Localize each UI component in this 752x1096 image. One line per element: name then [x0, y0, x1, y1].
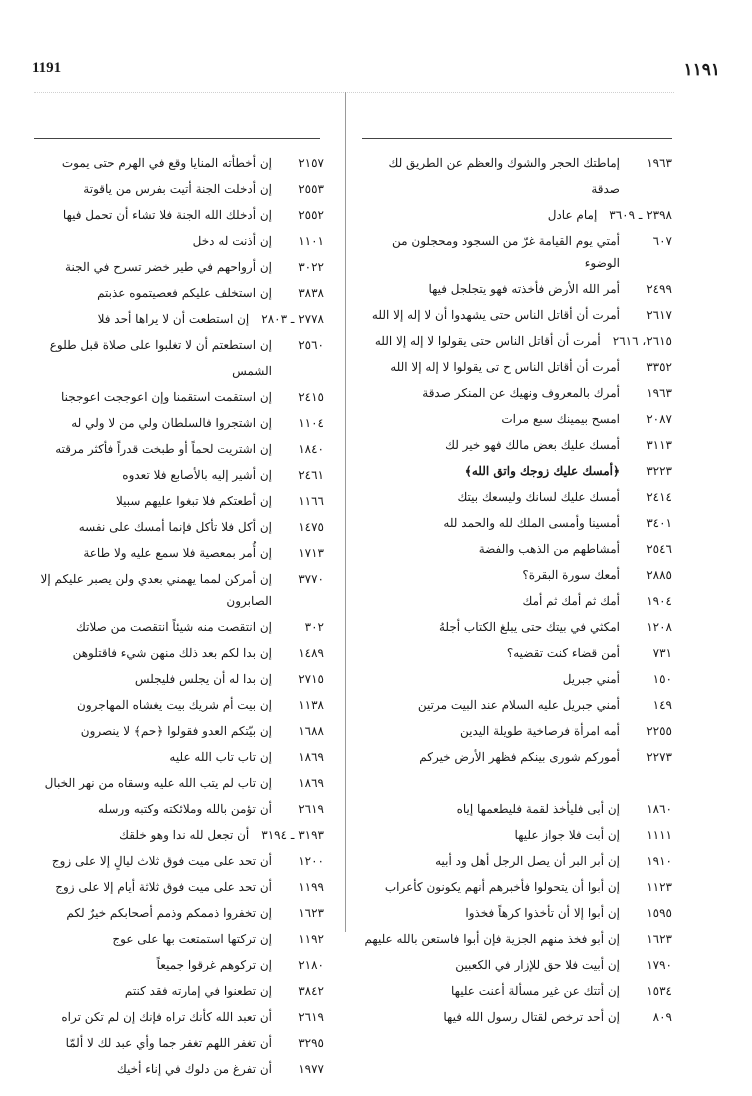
entry-text: أمرت أن أقاتل الناس حتى يشهدوا أن لا إله إلا الله [371, 308, 620, 322]
entry-text: أمه امرأة فرصاخية طويلة اليدين [459, 724, 620, 738]
entry-text: إن أبت فلا جواز عليها [514, 828, 620, 842]
index-entry [34, 540, 324, 566]
index-entry [34, 666, 324, 692]
index-entry [362, 536, 672, 562]
entry-number: ١١٣٨ [298, 698, 324, 712]
entry-text: إن بدا لكم بعد ذلك منهن شيء فاقتلوهن [72, 646, 272, 660]
index-entry [34, 410, 324, 436]
entry-text: إن بدا له أن يجلس فليجلس [134, 672, 272, 686]
entry-number: ٣١٩٣ ـ ٣١٩٤ [261, 828, 324, 842]
entry-number: ٢٥٦٠ [298, 338, 324, 352]
index-entry [34, 770, 324, 796]
entry-number: ١٨٦٠ [646, 802, 672, 816]
index-entry [34, 202, 324, 228]
entry-text: أمن قضاء كنت تقضيه؟ [506, 646, 620, 660]
index-entry [362, 1004, 672, 1030]
entry-number: ٢٤٦١ [298, 468, 324, 482]
entry-text: أمرت أن أقاتل الناس حتى يقولوا لا إله إلا الله [374, 334, 601, 348]
index-entry [34, 280, 324, 306]
entry-text: إن أطعتكم فلا تبغوا عليهم سبيلا [115, 494, 272, 508]
entry-number: ١٥٩٥ [646, 906, 672, 920]
entry-number: ٢٦١٥، ٢٦١٦ [612, 334, 672, 348]
entry-text: إن تركتها استمتعت بها على عوج [112, 932, 272, 946]
entry-number: ٣٧٧٠ [298, 572, 324, 586]
index-entry [34, 384, 324, 410]
entry-number: ٣٠٢ [304, 620, 324, 634]
entry-text: إن أبيت فلا حق للإزار في الكعبين [455, 958, 620, 972]
entry-number: ١٧٩٠ [646, 958, 672, 972]
entry-text: أن تؤمن بالله وملائكته وكتبه ورسله [97, 802, 272, 816]
entry-number: ١٩٧٧ [298, 1062, 324, 1076]
index-entry [362, 640, 672, 666]
entry-text: إن أبى فليأخذ لقمة فليطعمها إياه [456, 802, 620, 816]
index-entry [34, 796, 324, 822]
index-gap [362, 770, 672, 796]
entry-number: ١٨٦٩ [298, 750, 324, 764]
entry-text: امكثي في بيتك حتى يبلغ الكتاب أجلهُ [438, 620, 620, 634]
index-entry [34, 306, 324, 332]
index-entry [362, 978, 672, 1004]
index-entry [34, 874, 324, 900]
entry-text: إن أبو فخذ منهم الجزية فإن أبوا فاستعن بالله عليهم [364, 932, 620, 946]
entry-number: ٣٨٤٢ [298, 984, 324, 998]
index-entry [362, 276, 672, 302]
entry-text: إن أكل فلا تأكل فإنما أمسك على نفسه [78, 520, 272, 534]
entry-number: ١١٠١ [298, 234, 324, 248]
entry-number: ١٩٠٤ [646, 594, 672, 608]
entry-number: ٢٥٤٦ [646, 542, 672, 556]
index-entry [34, 1030, 324, 1056]
entry-number: ٢١٨٠ [298, 958, 324, 972]
entry-number: ١٦٨٨ [298, 724, 324, 738]
column-divider [345, 92, 346, 932]
index-column-right [362, 150, 672, 1030]
index-entry [34, 176, 324, 202]
index-entry [362, 228, 672, 276]
entry-number: ٦٠٧ [652, 234, 672, 248]
entry-number: ٢٤١٤ [646, 490, 672, 504]
index-entry [362, 562, 672, 588]
index-entry [362, 718, 672, 744]
entry-text: إن أذنت له دخل [192, 234, 272, 248]
entry-number: ٢٥٥٢ [298, 208, 324, 222]
entry-number: ١١٠٤ [298, 416, 324, 430]
index-entry [362, 952, 672, 978]
index-entry [362, 666, 672, 692]
page-number-left: 1191 [32, 60, 62, 76]
entry-number: ٣٨٣٨ [298, 286, 324, 300]
entry-text: أن تحد على ميت فوق ثلاثة أيام إلا على زوج [55, 880, 272, 894]
entry-number: ١٩٦٣ [646, 156, 672, 170]
entry-text: أن تفرغ من دلوك في إناء أخيك [116, 1062, 272, 1076]
index-entry [34, 566, 324, 614]
entry-text: إماطتك الحجر والشوك والعظم عن الطريق لك صدقة [388, 156, 620, 196]
entry-text: أن تجعل لله ندا وهو خلقك [119, 828, 250, 842]
index-entry [34, 462, 324, 488]
entry-number: ٧٣١ [652, 646, 672, 660]
entry-text: إن أرواحهم في طير خضر تسرح في الجنة [65, 260, 272, 274]
entry-text: أمني جبريل [562, 672, 620, 686]
index-entry [362, 302, 672, 328]
entry-number: ٣١١٣ [646, 438, 672, 452]
index-entry [362, 328, 672, 354]
entry-text: إن أُمر بمعصية فلا سمع عليه ولا طاعة [83, 546, 272, 560]
entry-number: ٢١٥٧ [298, 156, 324, 170]
entry-text: أمرت أن أقاتل الناس ح تى يقولوا لا إله إلا الله [390, 360, 620, 374]
entry-text: أمسك عليك بعض مالك فهو خير لك [445, 438, 620, 452]
entry-number: ٢٧١٥ [298, 672, 324, 686]
entry-number: ١٢٠٨ [646, 620, 672, 634]
entry-number: ٢٥٥٣ [298, 182, 324, 196]
entry-number: ٢٤٩٩ [646, 282, 672, 296]
index-entry [34, 952, 324, 978]
entry-text: إن أخطأته المنايا وقع في الهرم حتى يموت [61, 156, 272, 170]
entry-text: إن أدخلك الله الجنة فلا تشاء أن تحمل فيها [62, 208, 272, 222]
entry-number: ٢٣٩٨ ـ ٣٦٠٩ [609, 208, 672, 222]
index-column-left [34, 150, 324, 1082]
index-entry [362, 484, 672, 510]
left-column-rule [34, 138, 320, 139]
index-entry [34, 488, 324, 514]
entry-text: أمتي يوم القيامة غرّ من السجود ومحجلون من الوضوء [392, 234, 620, 270]
index-entry [362, 822, 672, 848]
entry-text: إن تخفروا ذممكم وذمم أصحابكم خيرٌ لكم [66, 906, 272, 920]
index-entry [362, 150, 672, 202]
entry-text: إن استقمت استقمنا وإن اعوججت اعوججنا [60, 390, 272, 404]
entry-text: إمام عادل [547, 208, 598, 222]
index-entry [362, 406, 672, 432]
entry-number: ٢٢٧٣ [646, 750, 672, 764]
entry-text: إن أبوا إلا أن تأخذوا كرهاً فخذوا [465, 906, 620, 920]
index-entry [34, 332, 324, 384]
index-entry [34, 614, 324, 640]
entry-number: ٢٨٨٥ [646, 568, 672, 582]
index-entry [362, 848, 672, 874]
entry-text: أن تحد على ميت فوق ثلاث ليالٍ إلا على زوج [51, 854, 272, 868]
entry-text: أمشاطهم من الذهب والفضة [478, 542, 620, 556]
entry-text: إن تطعنوا في إمارته فقد كنتم [124, 984, 272, 998]
index-entry [362, 510, 672, 536]
entry-number: ١١١١ [646, 828, 672, 842]
entry-text: أن تعبد الله كأنك تراه فإنك إن لم تكن تراه [61, 1010, 272, 1024]
index-entry [34, 978, 324, 1004]
index-entry [34, 718, 324, 744]
entry-number: ١٤٨٩ [298, 646, 324, 660]
entry-number: ١٩١٠ [646, 854, 672, 868]
index-entry [362, 614, 672, 640]
entry-text: إن انتقصت منه شيئاً انتقصت من صلاتك [76, 620, 272, 634]
entry-text: إن استخلف عليكم فعصيتموه عذبتم [97, 286, 272, 300]
entry-text: امسح بيمينك سبع مرات [501, 412, 620, 426]
entry-number: ٢٤١٥ [298, 390, 324, 404]
index-entry [362, 380, 672, 406]
entry-number: ١٩٦٣ [646, 386, 672, 400]
index-entry [34, 514, 324, 540]
entry-number: ٢٦١٩ [298, 802, 324, 816]
entry-text: إن أشير إليه بالأصابع فلا تعدوه [122, 468, 272, 482]
index-entry [34, 692, 324, 718]
entry-text: أن تغفر اللهم تغفر جما وأي عبد لك لا ألمّا [65, 1036, 272, 1050]
index-entry [362, 692, 672, 718]
entry-number: ١٦٢٣ [298, 906, 324, 920]
entry-text: أمسينا وأمسى الملك لله والحمد لله [443, 516, 620, 530]
entry-text: أمعك سورة البقرة؟ [522, 568, 620, 582]
index-entry [362, 744, 672, 770]
entry-text: إن اشتجروا فالسلطان ولي من لا ولي له [71, 416, 272, 430]
index-entry [362, 588, 672, 614]
index-entry [362, 458, 672, 484]
entry-text: إن أبر البر أن يصل الرجل أهل ود أبيه [435, 854, 620, 868]
index-entry [34, 1056, 324, 1082]
index-entry [362, 926, 672, 952]
entry-text: إن تاب تاب الله عليه [169, 750, 272, 764]
index-entry [362, 900, 672, 926]
entry-text: إن اشتريت لحماً أو طبخت قدراً فأكثر مرقته [55, 442, 272, 456]
entry-text: إن استطعت أن لا يراها أحد فلا [97, 312, 250, 326]
entry-text: أمر الله الأرض فأخذته فهو يتجلجل فيها [428, 282, 620, 296]
entry-number: ٣٠٢٢ [298, 260, 324, 274]
index-entry [362, 202, 672, 228]
index-entry [34, 228, 324, 254]
entry-number: ٢٦١٧ [646, 308, 672, 322]
entry-number: ١٦٢٣ [646, 932, 672, 946]
entry-text: إن أتتك عن غير مسألة أعنت عليها [451, 984, 620, 998]
index-entry [34, 926, 324, 952]
entry-number: ١٤٩ [652, 698, 672, 712]
entry-number: ١٨٦٩ [298, 776, 324, 790]
entry-number: ٢٦١٩ [298, 1010, 324, 1024]
entry-text: إن أدخلت الجنة أتيت بفرس من ياقوتة [83, 182, 272, 196]
entry-text: أمرك بالمعروف ونهيك عن المنكر صدقة [422, 386, 620, 400]
entry-text: إن استطعتم أن لا تغلبوا على صلاة قبل طلوع الشمس [49, 338, 272, 378]
index-entry [34, 822, 324, 848]
entry-text: إن بيّتكم العدو فقولوا ﴿حم﴾ لا ينصرون [80, 724, 272, 738]
entry-text: إن بيت أم شريك بيت يغشاه المهاجرون [77, 698, 272, 712]
entry-number: ٣٢٩٥ [298, 1036, 324, 1050]
entry-text: أمسك عليك لسانك وليسعك بيتك [457, 490, 620, 504]
index-entry [362, 354, 672, 380]
entry-number: ٢٢٥٥ [646, 724, 672, 738]
index-entry [34, 254, 324, 280]
entry-number: ١٥٣٤ [646, 984, 672, 998]
entry-text: إن أبوا أن يتحولوا فأخبرهم أنهم يكونون كأعراب [384, 880, 620, 894]
entry-number: ١٧١٣ [298, 546, 324, 560]
right-column-rule [362, 138, 672, 139]
index-entry [362, 432, 672, 458]
entry-number: ١٨٤٠ [298, 442, 324, 456]
entry-number: ١٢٠٠ [298, 854, 324, 868]
entry-text: إن تركوهم غرقوا جميعاً [156, 958, 272, 972]
index-entry [34, 150, 324, 176]
index-entry [34, 640, 324, 666]
entry-text: أمك ثم أمك ثم أمك [522, 594, 620, 608]
entry-text: إن أحد ترخص لقتال رسول الله فيها [443, 1010, 620, 1024]
page-number-right: ١١٩١ [683, 60, 720, 80]
index-entry [34, 436, 324, 462]
index-entry [34, 848, 324, 874]
entry-text: أمني جبريل عليه السلام عند البيت مرتين [417, 698, 620, 712]
entry-text: ﴿أمسك عليك زوجك واتق الله﴾ [464, 464, 620, 478]
entry-text: إن أمركن لمما يهمني بعدي ولن يصبر عليكم إلا الصابرون [40, 572, 272, 608]
entry-number: ١٤٧٥ [298, 520, 324, 534]
entry-number: ١١٦٦ [298, 494, 324, 508]
entry-number: ٣٢٢٣ [646, 464, 672, 478]
entry-number: ٢٠٨٧ [646, 412, 672, 426]
entry-text: أموركم شورى بينكم فظهر الأرض خيركم [419, 750, 620, 764]
index-entry [34, 744, 324, 770]
entry-number: ١١٢٣ [646, 880, 672, 894]
entry-number: ٨٠٩ [652, 1010, 672, 1024]
entry-number: ١١٩٢ [298, 932, 324, 946]
entry-text: إن تاب لم يتب الله عليه وسقاه من نهر الخبال [44, 776, 272, 790]
index-entry [362, 796, 672, 822]
index-entry [34, 1004, 324, 1030]
index-entry [362, 874, 672, 900]
entry-number: ٣٣٥٢ [646, 360, 672, 374]
entry-number: ١١٩٩ [298, 880, 324, 894]
entry-number: ٣٤٠١ [646, 516, 672, 530]
index-entry [34, 900, 324, 926]
header-dotted-line [34, 92, 674, 93]
entry-number: ١٥٠ [652, 672, 672, 686]
entry-number: ٢٧٧٨ ـ ٢٨٠٣ [261, 312, 324, 326]
